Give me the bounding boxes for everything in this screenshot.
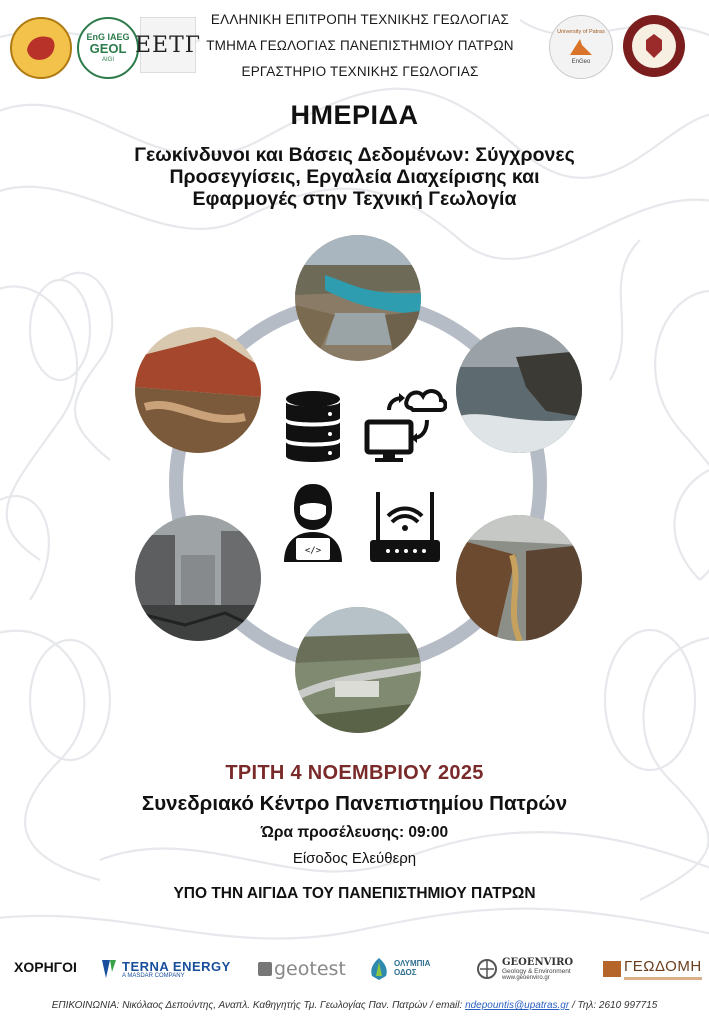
event-type: ΗΜΕΡΙΔΑ (290, 100, 419, 130)
database-icon (284, 390, 342, 466)
photo-canyon (456, 515, 582, 641)
event-title-line-1: Γεωκίνδυνοι και Βάσεις Δεδομένων: Σύγχρονες (134, 144, 575, 166)
geodomi-name: ΓΕΩΔΟΜΗ (624, 957, 702, 975)
sponsor-geotest (258, 952, 346, 986)
footer-contact (0, 1000, 709, 1011)
photo-dam-reservoir (295, 235, 421, 361)
photo-damaged-city (135, 515, 261, 641)
event-title-line-3: Εφαρμογές στην Τεχνική Γεωλογία (192, 188, 517, 210)
geotest-logo-icon (258, 962, 272, 976)
terna-logo-icon (100, 958, 118, 980)
photo-highway-interchange (295, 607, 421, 733)
arrival-time: Ώρα προσέλευσης: 09:00 (260, 824, 449, 841)
olympia-logo-icon (368, 956, 390, 982)
geoenviro-name: GEOENVIRO (502, 956, 574, 968)
engeol-logo: EnG IAEG GEOL AIGI (77, 17, 139, 79)
svg-text:</>: </> (304, 546, 322, 556)
computer-cloud-sync-icon (363, 380, 447, 464)
wifi-router-icon (368, 488, 442, 566)
sponsor-olympia-odos (368, 952, 430, 986)
photo-coastal-cliffs (456, 327, 582, 453)
contact-phone: / Τηλ: 2610 997715 (569, 1000, 658, 1011)
auspices: ΥΠΟ ΤΗΝ ΑΙΓΙΔΑ ΤΟΥ ΠΑΝΕΠΙΣΤΗΜΙΟΥ ΠΑΤΡΩΝ (173, 885, 536, 902)
geoenviro-logo-icon (476, 957, 498, 981)
sponsor-terna-energy (100, 952, 231, 986)
olympia-line-1: ΟΛΥΜΠΙΑ (394, 959, 431, 969)
olympia-line-2: ΟΔΟΣ (394, 968, 417, 977)
sponsor-geodomi (603, 952, 702, 986)
org-line-3: ΕΡΓΑΣΤΗΡΙΟ ΤΕΧΝΙΚΗΣ ΓΕΩΛΟΓΙΑΣ (241, 64, 479, 79)
sponsors-label: ΧΟΡΗΓΟΙ (14, 959, 77, 975)
contact-text: ΕΠΙΚΟΙΝΩΝΙΑ: Νικόλαος Δεπούντης, Αναπλ. Καθηγητής Τμ. Γεωλογίας Παν. Πατρών / email: (51, 1000, 466, 1011)
eete-logo: ΕΕΤΓ (140, 17, 196, 73)
sponsor-geoenviro (476, 952, 573, 986)
org-line-2: ΤΜΗΜΑ ΓΕΩΛΟΓΙΑΣ ΠΑΝΕΠΙΣΤΗΜΙΟΥ ΠΑΤΡΩΝ (206, 38, 514, 53)
geoenviro-url: www.geoenviro.gr (502, 974, 550, 981)
geotest-name: geotest (274, 958, 346, 980)
event-date: ΤΡΙΤΗ 4 ΝΟΕΜΒΡΙΟΥ 2025 (225, 762, 484, 784)
geodomi-logo-icon (603, 961, 621, 977)
contact-email-link[interactable]: ndepountis@upatras.gr (465, 1000, 570, 1011)
geoenviro-sub: Geology & Environment (502, 967, 571, 975)
event-title-line-2: Προσεγγίσεις, Εργαλεία Διαχείρισης και (169, 166, 540, 188)
photo-landslide (135, 327, 261, 453)
org-line-1: ΕΛΛΗΝΙΚΗ ΕΠΙΤΡΟΠΗ ΤΕΧΝΙΚΗΣ ΓΕΩΛΟΓΙΑΣ (210, 12, 510, 27)
terna-sub: A MASDAR COMPANY (122, 972, 185, 979)
university-of-patras-engeo-logo: University of Patras EnGeo (549, 15, 613, 79)
free-entry: Είσοδος Ελεύθερη (292, 850, 417, 867)
terna-name: TERNA ENERGY (122, 958, 231, 974)
developer-person-icon (282, 482, 344, 564)
event-venue: Συνεδριακό Κέντρο Πανεπιστημίου Πατρών (141, 792, 568, 815)
